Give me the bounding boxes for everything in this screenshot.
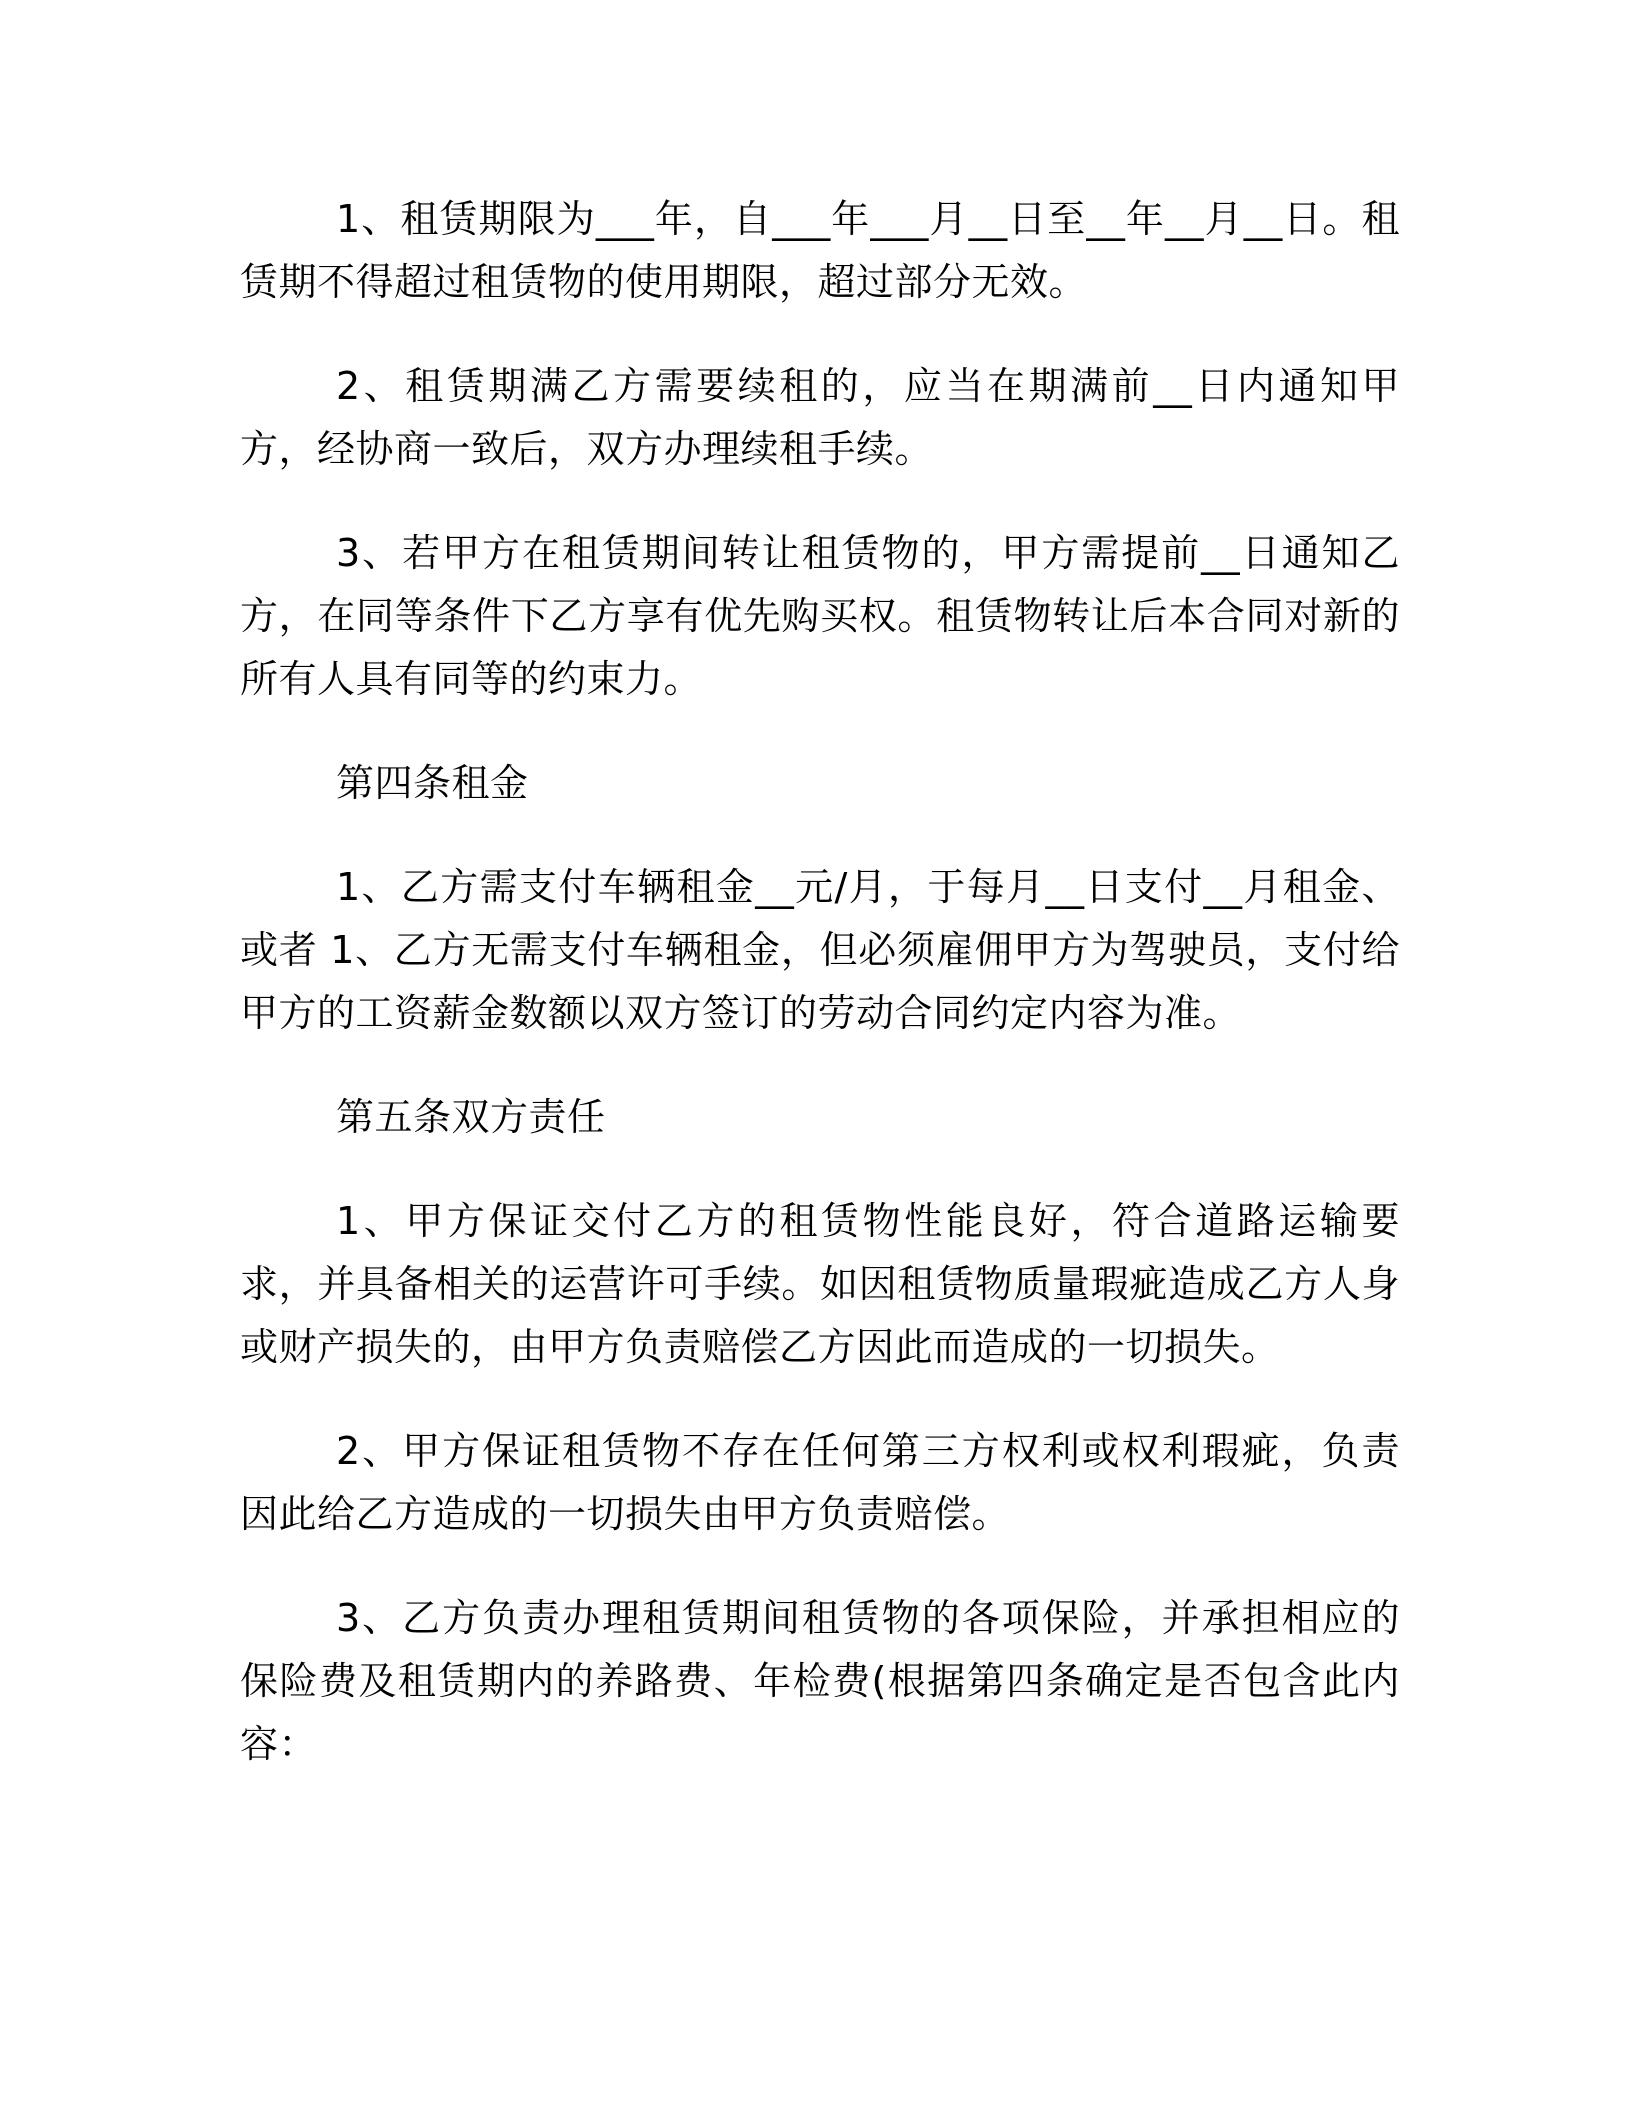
- clause-insurance: 3、乙方负责办理租赁期间租赁物的各项保险，并承担相应的保险费及租赁期内的养路费、年检费(根据第四条确定是否包含此内容：: [240, 1596, 1400, 1766]
- clause-lease-term: 1、租赁期限为___年，自___年___月__日至__年__月__日。租赁期不得超过租赁物的使用期限，超过部分无效。: [240, 197, 1400, 304]
- clause-lessor-guarantee: 1、甲方保证交付乙方的租赁物性能良好，符合道路运输要求，并具备相关的运营许可手续。如因租赁物质量瑕疵造成乙方人身或财产损失的，由甲方负责赔偿乙方因此而造成的一切损失。: [240, 1199, 1400, 1369]
- document-body: [240, 188, 1400, 1817]
- article-four-heading: 第四条租金: [336, 761, 529, 805]
- clause-rent: 1、乙方需支付车辆租金__元/月，于每月__日支付__月租金、或者 1、乙方无需支付车辆租金，但必须雇佣甲方为驾驶员，支付给甲方的工资薪金数额以双方签订的劳动合同约定内容为准。: [240, 865, 1400, 1035]
- clause-renewal: 2、租赁期满乙方需要续租的，应当在期满前__日内通知甲方，经协商一致后，双方办理续租手续。: [240, 364, 1400, 471]
- article-five-heading: 第五条双方责任: [336, 1095, 606, 1139]
- clause-transfer: 3、若甲方在租赁期间转让租赁物的，甲方需提前__日通知乙方，在同等条件下乙方享有优先购买权。租赁物转让后本合同对新的所有人具有同等的约束力。: [240, 531, 1400, 701]
- clause-third-party-rights: 2、甲方保证租赁物不存在任何第三方权利或权利瑕疵，负责因此给乙方造成的一切损失由甲方负责赔偿。: [240, 1429, 1400, 1536]
